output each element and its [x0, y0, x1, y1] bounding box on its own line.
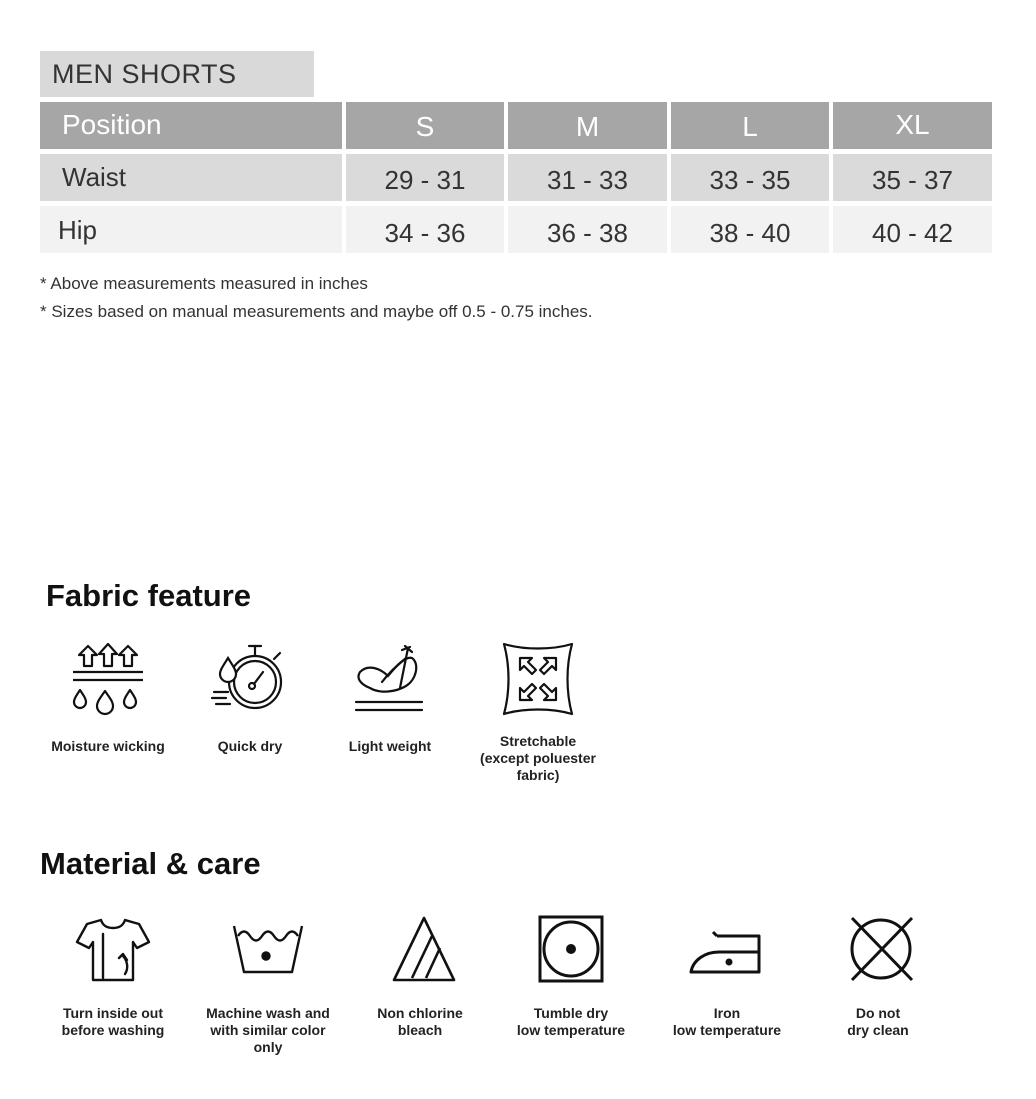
cell-value: 31 - 33	[547, 165, 628, 195]
fabric-feature-title: Fabric feature	[46, 578, 252, 613]
feature-light-weight	[315, 642, 465, 755]
table-cell	[346, 154, 504, 201]
care-label-line: Machine wash and	[206, 1005, 330, 1021]
moisture-wicking-icon	[68, 642, 148, 718]
care-label-line: Non chlorine	[377, 1005, 463, 1021]
cell-value: 33 - 35	[709, 165, 791, 195]
table-cell	[346, 206, 504, 253]
feature-label-line: Stretchable	[499, 733, 577, 749]
do-not-dry-clean-icon	[838, 914, 918, 986]
machine-wash-icon	[228, 914, 308, 986]
care-label	[196, 1005, 340, 1056]
table-cell	[833, 206, 992, 253]
care-label	[38, 1005, 188, 1039]
cell-value: 35 - 37	[872, 165, 953, 195]
care-label-line: low temperature	[516, 1022, 626, 1038]
table-cell	[671, 206, 829, 253]
row-label: Hip	[58, 215, 98, 245]
care-label	[345, 1005, 495, 1039]
feature-quick-dry	[175, 642, 325, 755]
feature-moisture-wicking	[33, 642, 183, 755]
cell-value: 36 - 38	[547, 218, 628, 248]
cell-value: 38 - 40	[709, 218, 791, 248]
care-machine-wash	[196, 914, 340, 1056]
inside-out-shirt-icon	[73, 914, 153, 986]
care-label-line: Do not	[855, 1005, 901, 1021]
size-chart-title: MEN SHORTS	[52, 59, 237, 89]
feature-stretchable	[462, 642, 614, 784]
feature-label-line: (except poluester fabric)	[480, 750, 596, 783]
feature-label: Light weight	[348, 738, 432, 754]
cell-value: 40 - 42	[872, 218, 953, 248]
table-cell	[833, 154, 992, 201]
table-row-label	[40, 154, 342, 201]
care-label	[652, 1005, 802, 1039]
header-label: M	[575, 111, 600, 142]
care-label-line: Turn inside out	[62, 1005, 164, 1021]
header-cell-l	[671, 102, 829, 149]
care-label	[803, 1005, 953, 1039]
iron-icon	[687, 914, 767, 986]
header-label: L	[742, 111, 758, 142]
header-label: S	[415, 111, 435, 142]
size-chart-title-box	[40, 51, 314, 97]
header-label: Position	[62, 109, 162, 140]
care-label-line: low temperature	[672, 1022, 782, 1038]
header-cell-s	[346, 102, 504, 149]
care-label-line: bleach	[397, 1022, 443, 1038]
care-label-line: dry clean	[847, 1022, 909, 1038]
note-measurement-tolerance: * Sizes based on manual measurements and maybe off 0.5 - 0.75 inches.	[40, 302, 593, 321]
table-row-label	[40, 206, 342, 253]
care-label-line: before washing	[61, 1022, 165, 1038]
care-label-line: Iron	[713, 1005, 741, 1021]
non-chlorine-bleach-icon	[380, 914, 460, 986]
row-label: Waist	[62, 162, 127, 192]
care-non-chlorine-bleach	[345, 914, 495, 1039]
feature-label: Moisture wicking	[51, 738, 165, 754]
care-label-line: Tumble dry	[533, 1005, 609, 1021]
care-tumble-dry	[496, 914, 646, 1039]
care-iron	[652, 914, 802, 1039]
feature-label: Quick dry	[217, 738, 283, 754]
table-cell	[508, 206, 667, 253]
table-cell	[671, 154, 829, 201]
quick-dry-icon	[210, 642, 290, 718]
header-cell-xl	[833, 102, 992, 149]
cell-value: 34 - 36	[384, 218, 466, 248]
tumble-dry-icon	[531, 914, 611, 986]
table-cell	[508, 154, 667, 201]
care-inside-out	[38, 914, 188, 1039]
header-cell-m	[508, 102, 667, 149]
feature-label	[462, 733, 614, 784]
care-do-not-dry-clean	[803, 914, 953, 1039]
light-weight-icon	[350, 642, 430, 718]
header-label: XL	[895, 109, 930, 140]
care-label-line: with similar color only	[210, 1022, 326, 1055]
cell-value: 29 - 31	[384, 165, 466, 195]
material-care-title: Material & care	[40, 846, 261, 881]
note-measurement-unit: * Above measurements measured in inches	[40, 274, 368, 293]
stretchable-icon	[498, 642, 578, 718]
header-cell-position	[40, 102, 342, 149]
care-label	[496, 1005, 646, 1039]
